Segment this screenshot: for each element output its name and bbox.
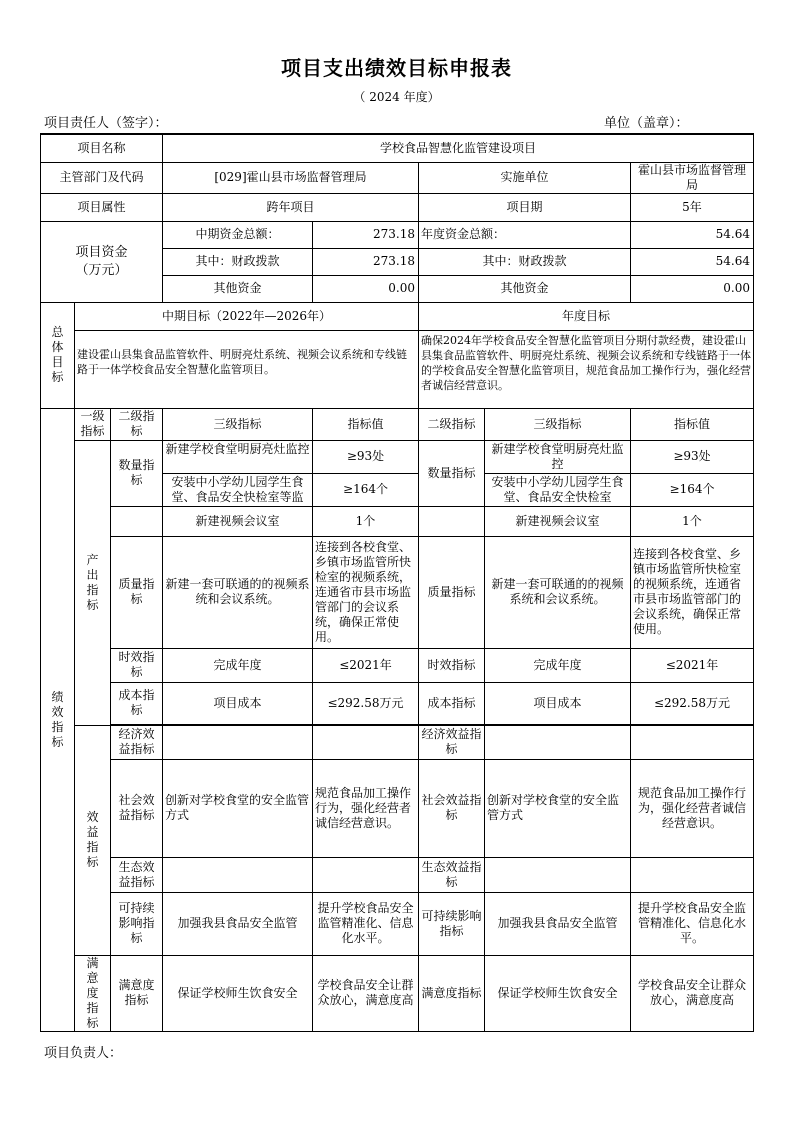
performance-table xyxy=(40,133,754,1032)
attr-label: 项目属性 xyxy=(41,193,163,221)
fund-label-text: 项目资金（万元） xyxy=(75,244,128,278)
quality-name: 新建一套可联通的的视频系统和会议系统。 xyxy=(163,536,313,648)
h-level3-r: 三级指标 xyxy=(485,408,631,440)
page-title: 项目支出绩效目标申报表 xyxy=(281,56,512,80)
social-value: 规范食品加工操作行为，强化经营者诚信经营意识。 xyxy=(313,759,419,857)
h-level3: 三级指标 xyxy=(163,408,313,440)
q2-name-r xyxy=(485,473,631,506)
dept-label: 主管部门及代码 xyxy=(41,162,163,193)
sat-label-r: 满意度指标 xyxy=(419,955,485,1031)
h-value: 指标值 xyxy=(313,408,419,440)
cost-value: ≤292.58万元 xyxy=(313,682,419,724)
mid-fiscal-label: 其中：财政拨款 xyxy=(163,248,313,275)
unit-label: 单位（盖章）： xyxy=(604,116,689,131)
sustain-name: 加强我县食品安全监管 xyxy=(163,892,313,955)
dept-value: [029]霍山县市场监督管理局 xyxy=(163,162,419,193)
q3-value: 1个 xyxy=(313,506,419,536)
time-name: 完成年度 xyxy=(163,648,313,682)
social-value-r: 规范食品加工操作行为，强化经营者诚信经营意识。 xyxy=(631,759,754,857)
year-other-label: 其他资金 xyxy=(419,275,631,302)
q2-value-r: ≥164个 xyxy=(631,473,754,506)
impl-label: 实施单位 xyxy=(419,162,631,193)
output-label xyxy=(75,440,111,725)
goals-section-label xyxy=(41,302,75,408)
q2-name-text: 安装中小学幼儿园学生食堂、食品安全快检室等监 xyxy=(171,474,304,504)
project-name-label: 项目名称 xyxy=(41,134,163,162)
cost-label: 成本指标 xyxy=(111,682,163,724)
satisfaction-label xyxy=(75,955,111,1031)
mid-goal-header: 中期目标（2022年—2026年） xyxy=(75,302,419,330)
cost-name: 项目成本 xyxy=(163,682,313,724)
project-name: 学校食品智慧化监管建设项目 xyxy=(163,134,754,162)
q1-value-r: ≥93处 xyxy=(631,440,754,473)
perf-section-label xyxy=(41,408,75,1031)
q3-name: 新建视频会议室 xyxy=(163,506,313,536)
sat-value: 学校食品安全让群众放心，满意度高 xyxy=(313,955,419,1031)
year-total-label: 年度资金总额： xyxy=(419,221,631,248)
q3-name-r: 新建视频会议室 xyxy=(485,506,631,536)
h-level2-r: 二级指标 xyxy=(419,408,485,440)
sustain-label-r: 可持续影响指标 xyxy=(419,892,485,955)
q1-name-r-text: 新建学校食堂明厨亮灶监控 xyxy=(491,441,624,471)
year-goal-header: 年度目标 xyxy=(419,302,754,330)
h-level2: 二级指标 xyxy=(111,408,163,440)
quality-label-r: 质量指标 xyxy=(419,536,485,648)
year-goal-text: 确保2024年学校食品安全智慧化监管项目分期付款经费，建设霍山县集食品监管软件、明厨亮灶系统、视频会议系统和专线链路于一体的学校食品安全智慧化监管项目，规范食品加工操作行为，强化经营者诚信经营意识。 xyxy=(419,330,754,408)
eco-label-r: 生态效益指标 xyxy=(419,857,485,892)
year-fiscal-value: 54.64 xyxy=(631,248,754,275)
quality-label: 质量指标 xyxy=(111,536,163,648)
time-name-r: 完成年度 xyxy=(485,648,631,682)
econ-label: 经济效益指标 xyxy=(111,725,163,759)
perf-section-text: 绩效指标 xyxy=(51,689,64,749)
q1-name xyxy=(163,440,313,473)
attr-value: 跨年项目 xyxy=(163,193,419,221)
fund-label xyxy=(41,221,163,302)
sustain-value-r: 提升学校食品安全监管精准化、信息化水平。 xyxy=(631,892,754,955)
sat-name: 保证学校师生饮食安全 xyxy=(163,955,313,1031)
q3-value-r: 1个 xyxy=(631,506,754,536)
quantity-label-r: 数量指标 xyxy=(419,440,485,506)
time-label: 时效指标 xyxy=(111,648,163,682)
sustain-value: 提升学校食品安全监管精准化、信息化水平。 xyxy=(313,892,419,955)
cost-label-r: 成本指标 xyxy=(419,682,485,724)
sat-value-r: 学校食品安全让群众放心，满意度高 xyxy=(631,955,754,1031)
social-name: 创新对学校食堂的安全监管方式 xyxy=(163,759,313,857)
sustain-label: 可持续影响指标 xyxy=(111,892,163,955)
period-label: 项目期 xyxy=(419,193,631,221)
year-fiscal-label: 其中：财政拨款 xyxy=(419,248,631,275)
q2-name xyxy=(163,473,313,506)
q2-value: ≥164个 xyxy=(313,473,419,506)
satisfaction-label-text: 满意度指标 xyxy=(86,955,99,1030)
q1-name-r xyxy=(485,440,631,473)
period-value: 5年 xyxy=(631,193,754,221)
quality-name-r: 新建一套可联通的的视频系统和会议系统。 xyxy=(485,536,631,648)
responsible-label: 项目责任人（签字）： xyxy=(44,116,168,131)
year-total-value: 54.64 xyxy=(631,221,754,248)
social-label-r: 社会效益指标 xyxy=(419,759,485,857)
leader-label: 项目负责人： xyxy=(44,1046,123,1061)
year-line: （ 2024 年度） xyxy=(353,90,440,104)
sustain-name-r: 加强我县食品安全监管 xyxy=(485,892,631,955)
mid-other-label: 其他资金 xyxy=(163,275,313,302)
quantity-label: 数量指标 xyxy=(111,440,163,506)
q2-name-r-text: 安装中小学幼儿园学生食堂、食品安全快检室 xyxy=(491,474,624,504)
sat-label: 满意度指标 xyxy=(111,955,163,1031)
mid-goal-text: 建设霍山县集食品监管软件、明厨亮灶系统、视频会议系统和专线链路于一体学校食品安全智慧化监管项目。 xyxy=(75,330,419,408)
impl-value: 霍山县市场监督管理局 xyxy=(631,162,754,193)
time-label-r: 时效指标 xyxy=(419,648,485,682)
q1-name-text: 新建学校食堂明厨亮灶监控 xyxy=(165,441,310,456)
q1-value: ≥93处 xyxy=(313,440,419,473)
mid-total-value: 273.18 xyxy=(313,221,419,248)
h-value-r: 指标值 xyxy=(631,408,754,440)
cost-name-r: 项目成本 xyxy=(485,682,631,724)
mid-other-value: 0.00 xyxy=(313,275,419,302)
benefit-label xyxy=(75,725,111,955)
mid-fiscal-value: 273.18 xyxy=(313,248,419,275)
sat-name-r: 保证学校师生饮食安全 xyxy=(485,955,631,1031)
quality-value-r: 连接到各校食堂、乡镇市场监管所快检室的视频系统，连通省市县市场监管部门的会议系统，确保正常使用。 xyxy=(631,536,754,648)
social-label: 社会效益指标 xyxy=(111,759,163,857)
year-other-value: 0.00 xyxy=(631,275,754,302)
time-value-r: ≤2021年 xyxy=(631,648,754,682)
social-name-r: 创新对学校食堂的安全监管方式 xyxy=(485,759,631,857)
benefit-label-text: 效益指标 xyxy=(86,810,99,869)
goals-section-text: 总体目标 xyxy=(51,325,64,384)
h-level1: 一级指标 xyxy=(75,408,111,440)
output-label-text: 产出指标 xyxy=(86,552,99,612)
mid-total-label: 中期资金总额： xyxy=(163,221,313,248)
eco-label: 生态效益指标 xyxy=(111,857,163,892)
quality-value: 连接到各校食堂、乡镇市场监管所快检室的视频系统，连通省市县市场监管部门的会议系统，确保正常使用。 xyxy=(313,536,419,648)
cost-value-r: ≤292.58万元 xyxy=(631,682,754,724)
time-value: ≤2021年 xyxy=(313,648,419,682)
econ-label-r: 经济效益指标 xyxy=(419,725,485,759)
